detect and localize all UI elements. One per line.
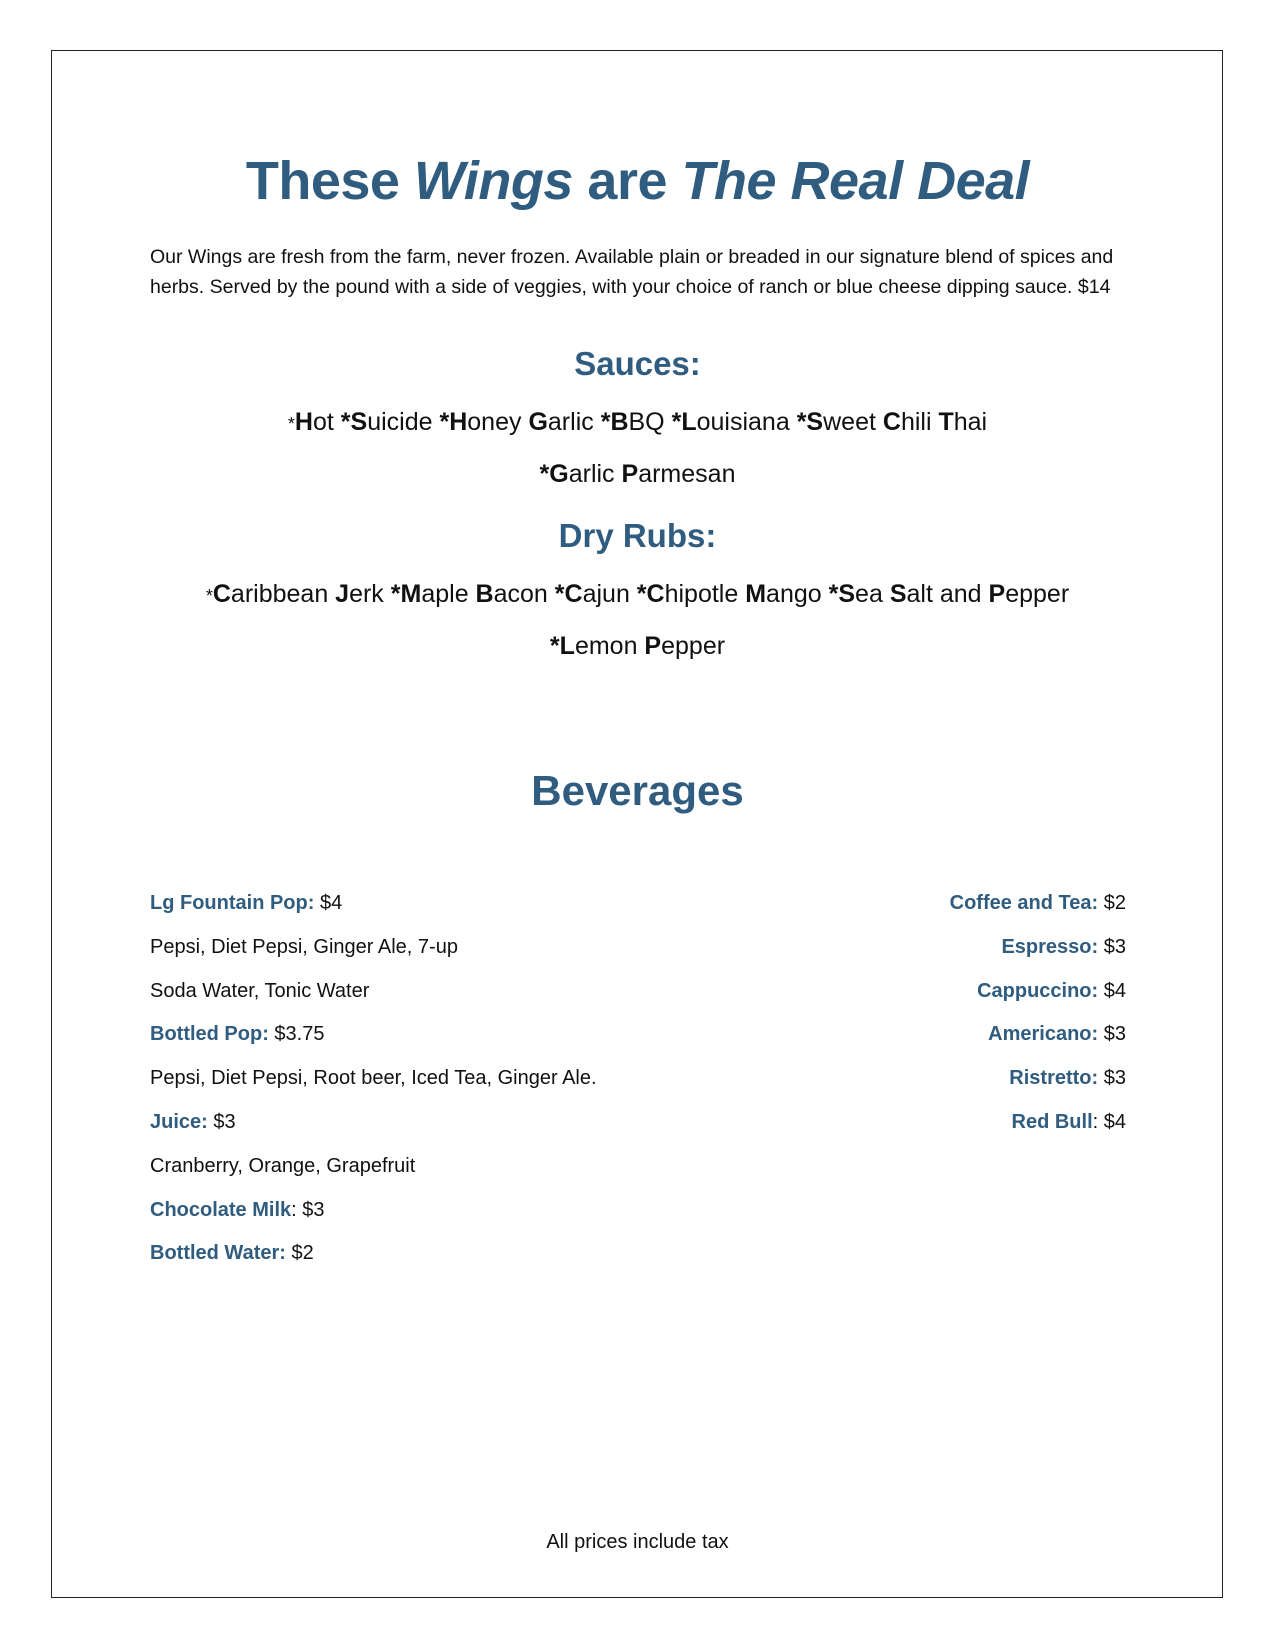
star-bullet: * xyxy=(828,580,839,608)
menu-list-item xyxy=(439,408,593,436)
menu-list-item xyxy=(601,408,665,436)
item-initial: H xyxy=(449,408,468,436)
star-bullet: * xyxy=(205,586,213,606)
beverage-name: Lg Fountain Pop: xyxy=(150,892,315,914)
beverage-options: Pepsi, Diet Pepsi, Ginger Ale, 7-up xyxy=(150,935,458,958)
beverage-description xyxy=(150,1154,415,1178)
item-initial: B xyxy=(475,580,494,608)
title-part-1: These xyxy=(245,151,414,211)
beverage-item xyxy=(150,1198,325,1222)
beverage-options: Cranberry, Orange, Grapefruit xyxy=(150,1154,416,1177)
item-text: epper xyxy=(1005,580,1070,608)
page-title xyxy=(0,150,1275,212)
star-bullet: * xyxy=(390,580,401,608)
star-bullet: * xyxy=(539,460,550,488)
item-text: hipotle xyxy=(664,580,746,608)
item-text: arlic xyxy=(547,408,594,436)
dry-rubs-heading: Dry Rubs: xyxy=(558,517,717,554)
item-text: alt and xyxy=(906,580,989,608)
item-text: ea xyxy=(855,580,890,608)
beverage-price: $3 xyxy=(207,1111,236,1133)
beverage-item xyxy=(0,891,1126,915)
title-part-2: Wings xyxy=(413,151,573,211)
dry-rubs-list-line-1 xyxy=(0,580,1275,609)
tax-note: All prices include tax xyxy=(546,1531,729,1553)
beverage-options: Soda Water, Tonic Water xyxy=(150,979,370,1002)
item-initial: S xyxy=(350,408,368,436)
item-text: ouisiana xyxy=(696,408,790,436)
item-initial: M xyxy=(745,580,767,608)
star-bullet: * xyxy=(636,580,647,608)
menu-list-item xyxy=(288,408,334,436)
menu-list-item xyxy=(829,580,1070,608)
beverage-name: Coffee and Tea: xyxy=(949,892,1099,914)
beverage-price: $3 xyxy=(1098,1067,1126,1090)
star-bullet: * xyxy=(554,580,565,608)
beverage-price: $3 xyxy=(1098,935,1126,958)
item-initial: C xyxy=(882,408,901,436)
sauces-list-line-1 xyxy=(0,408,1275,437)
sauces-heading: Sauces: xyxy=(574,345,701,382)
beverage-item xyxy=(0,1022,1126,1046)
item-initial: P xyxy=(988,580,1006,608)
item-initial: G xyxy=(528,408,548,436)
beverage-item xyxy=(0,1110,1126,1134)
item-text: erk xyxy=(349,580,384,608)
beverage-name: Bottled Pop: xyxy=(150,1023,269,1046)
item-initial: L xyxy=(559,632,575,660)
menu-list-item xyxy=(797,408,987,436)
beverages-heading: Beverages xyxy=(531,767,744,814)
item-text: ango xyxy=(766,580,822,608)
item-initial: B xyxy=(610,408,629,436)
item-initial: P xyxy=(621,460,639,488)
star-bullet: * xyxy=(439,408,450,436)
beverage-price: : $4 xyxy=(1092,1111,1126,1133)
title-part-4: The Real Deal xyxy=(681,151,1030,211)
menu-list-item xyxy=(391,580,548,608)
item-text: BQ xyxy=(628,408,665,436)
item-text: aribbean xyxy=(230,580,336,608)
item-initial: G xyxy=(549,460,569,488)
item-text: uicide xyxy=(367,408,433,436)
beverage-name: Juice: xyxy=(150,1111,208,1133)
item-text: ajun xyxy=(582,580,630,608)
item-text: aple xyxy=(421,580,476,608)
beverage-name: Ristretto: xyxy=(1009,1067,1099,1090)
item-text: emon xyxy=(574,632,645,660)
item-text: armesan xyxy=(638,460,736,488)
beverage-name: Bottled Water: xyxy=(150,1242,286,1265)
item-text: oney xyxy=(467,408,529,436)
menu-list-item xyxy=(672,408,790,436)
item-text: weet xyxy=(823,408,883,436)
beverage-item xyxy=(0,979,1126,1003)
item-initial: C xyxy=(212,580,231,608)
star-bullet: * xyxy=(796,408,807,436)
menu-list-item xyxy=(341,408,433,436)
beverage-price: $4 xyxy=(314,892,343,914)
beverage-price: $4 xyxy=(1098,979,1126,1002)
dry-rubs-list-line-2 xyxy=(0,632,1275,661)
beverage-item xyxy=(150,1241,314,1265)
beverage-name: Espresso: xyxy=(1001,935,1099,958)
item-text: epper xyxy=(661,632,726,660)
star-bullet: * xyxy=(287,414,295,434)
star-bullet: * xyxy=(549,632,560,660)
item-initial: T xyxy=(938,408,954,436)
beverage-options: Pepsi, Diet Pepsi, Root beer, Iced Tea, Ginger Ale. xyxy=(150,1067,597,1090)
item-text: arlic xyxy=(568,460,622,488)
star-bullet: * xyxy=(671,408,682,436)
beverage-name: Red Bull xyxy=(1011,1111,1093,1133)
menu-list-item xyxy=(206,580,384,608)
item-initial: M xyxy=(400,580,422,608)
menu-list-item xyxy=(550,632,725,660)
beverage-name: Chocolate Milk xyxy=(150,1198,292,1221)
wings-description: Our Wings are fresh from the farm, never frozen. Available plain or breaded in our signature blend of spices and herbs. Served by the pound with a side of veggies, with your choice of ranch or blue cheese dipping sauce. $14 xyxy=(150,246,1114,298)
beverage-price: $3 xyxy=(1098,1023,1126,1046)
item-initial: S xyxy=(806,408,824,436)
item-initial: C xyxy=(564,580,583,608)
item-initial: S xyxy=(838,580,856,608)
beverage-name: Cappuccino: xyxy=(977,979,1099,1002)
beverage-item xyxy=(0,1066,1126,1090)
menu-list-item xyxy=(637,580,822,608)
beverage-name: Americano: xyxy=(988,1023,1099,1046)
item-text: ot xyxy=(312,408,334,436)
item-initial: S xyxy=(889,580,907,608)
item-initial: L xyxy=(681,408,697,436)
sauces-list-line-2 xyxy=(0,460,1275,489)
menu-list-item xyxy=(555,580,630,608)
star-bullet: * xyxy=(340,408,351,436)
item-initial: H xyxy=(294,408,313,436)
beverage-price: $3.75 xyxy=(268,1023,325,1046)
beverage-price: $2 xyxy=(285,1242,314,1265)
item-initial: P xyxy=(644,632,662,660)
item-initial: J xyxy=(335,580,350,608)
star-bullet: * xyxy=(600,408,611,436)
beverage-price: : $3 xyxy=(291,1198,325,1221)
beverage-price: $2 xyxy=(1098,892,1126,914)
menu-list-item xyxy=(540,460,736,488)
item-text: hili xyxy=(900,408,939,436)
item-text: hai xyxy=(953,408,988,436)
item-initial: C xyxy=(646,580,665,608)
title-part-3: are xyxy=(572,151,682,211)
beverage-item xyxy=(0,935,1126,959)
item-text: acon xyxy=(493,580,548,608)
